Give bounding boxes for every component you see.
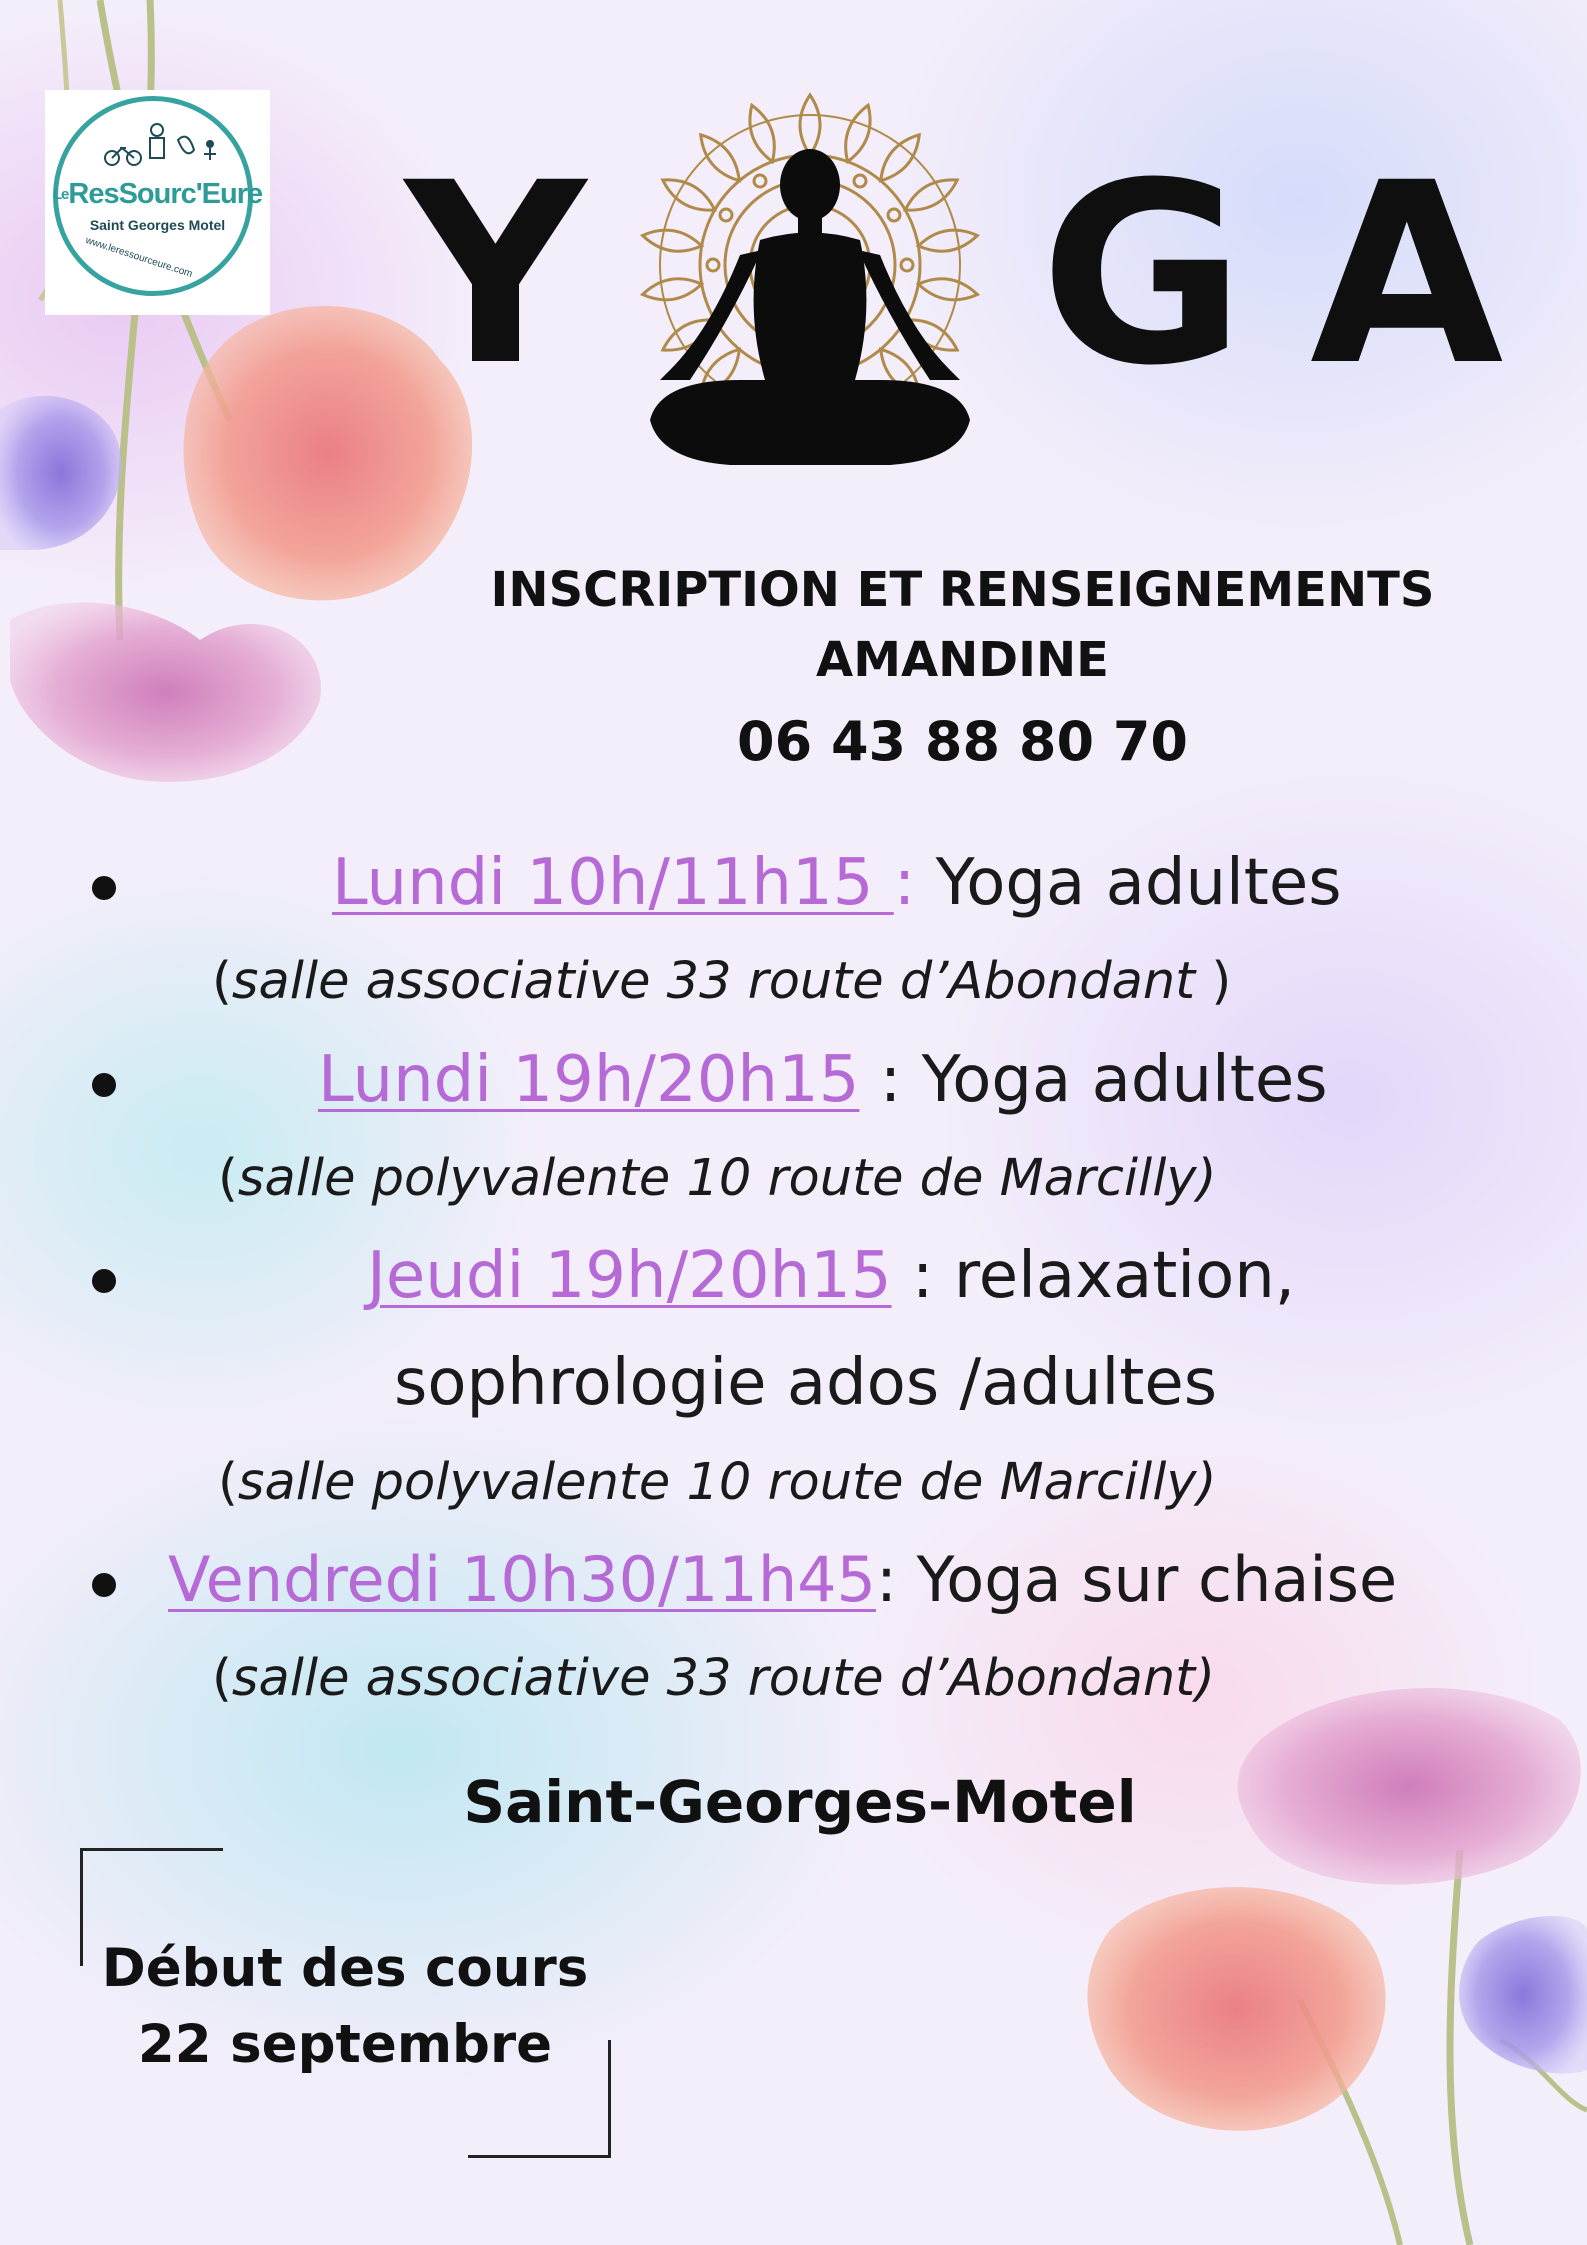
logo-brand <box>45 178 270 211</box>
session-3-activity: relaxation, <box>953 1239 1296 1313</box>
bullet-2 <box>92 1073 116 1097</box>
session-2-place-text: salle polyvalente 10 route de Marcilly) <box>237 1149 1217 1208</box>
contact-name: AMANDINE <box>816 632 1109 688</box>
session-2 <box>318 1043 1548 1117</box>
session-4-sep: : <box>876 1543 917 1616</box>
session-2-time: Lundi 19h/20h15 <box>318 1043 860 1117</box>
session-3-sep: : <box>891 1239 954 1313</box>
session-4-time: Vendredi 10h30/11h45 <box>168 1543 877 1616</box>
session-3-time: Jeudi 19h/20h15 <box>367 1239 892 1313</box>
session-1-time: Lundi 10h/11h15 <box>332 846 894 920</box>
session-1-place-close: ) <box>1211 952 1232 1011</box>
start-date: 22 septembre <box>137 2014 553 2075</box>
session-1-sep: : <box>893 846 936 920</box>
session-3 <box>367 1239 1547 1313</box>
session-1-activity: Yoga adultes <box>935 846 1342 920</box>
session-3-place-text: salle polyvalente 10 route de Marcilly) <box>237 1453 1217 1512</box>
session-2-sep: : <box>859 1043 922 1117</box>
session-1-place-open: ( <box>212 952 232 1011</box>
contact-phone: 06 43 88 80 70 <box>737 710 1188 773</box>
session-1-place <box>212 952 1512 1011</box>
title-letter-a: A <box>1310 129 1504 420</box>
session-3-activity-line2: sophrologie ados /adultes <box>394 1346 1218 1420</box>
session-2-activity: Yoga adultes <box>921 1043 1328 1117</box>
title-letter-g: G <box>1040 129 1246 420</box>
town-name: Saint-Georges-Motel <box>463 1768 1137 1836</box>
logo-url: www.leressourceure.com <box>84 235 194 280</box>
session-3-place-open: ( <box>218 1453 238 1512</box>
session-4-place <box>212 1649 1512 1708</box>
registration-heading: INSCRIPTION ET RENSEIGNEMENTS <box>490 562 1435 618</box>
session-1-place-text: salle associative 33 route d’Abondant <box>231 952 1212 1011</box>
logo-subtitle: Saint Georges Motel <box>89 217 226 233</box>
title-letter-y: Y <box>405 129 587 420</box>
session-2-place <box>218 1149 1518 1208</box>
ressourceure-logo <box>45 90 270 315</box>
session-2-place-open: ( <box>218 1149 238 1208</box>
session-4-place-open: ( <box>212 1649 232 1708</box>
logo-pictograms <box>90 120 225 170</box>
bullet-3 <box>92 1269 116 1293</box>
meditation-figure-icon <box>600 80 1020 510</box>
bullet-1 <box>92 876 116 900</box>
start-label: Début des cours <box>101 1938 589 1999</box>
session-4 <box>168 1543 1578 1616</box>
logo-brand-main: ResSourc'Eure <box>68 178 263 210</box>
session-4-place-text: salle associative 33 route d’Abondant) <box>231 1649 1216 1708</box>
bullet-4 <box>92 1573 116 1597</box>
session-1 <box>332 846 1532 920</box>
session-4-activity: Yoga sur chaise <box>916 1543 1398 1616</box>
logo-brand-le: Le <box>52 186 69 204</box>
session-3-place <box>218 1453 1518 1512</box>
